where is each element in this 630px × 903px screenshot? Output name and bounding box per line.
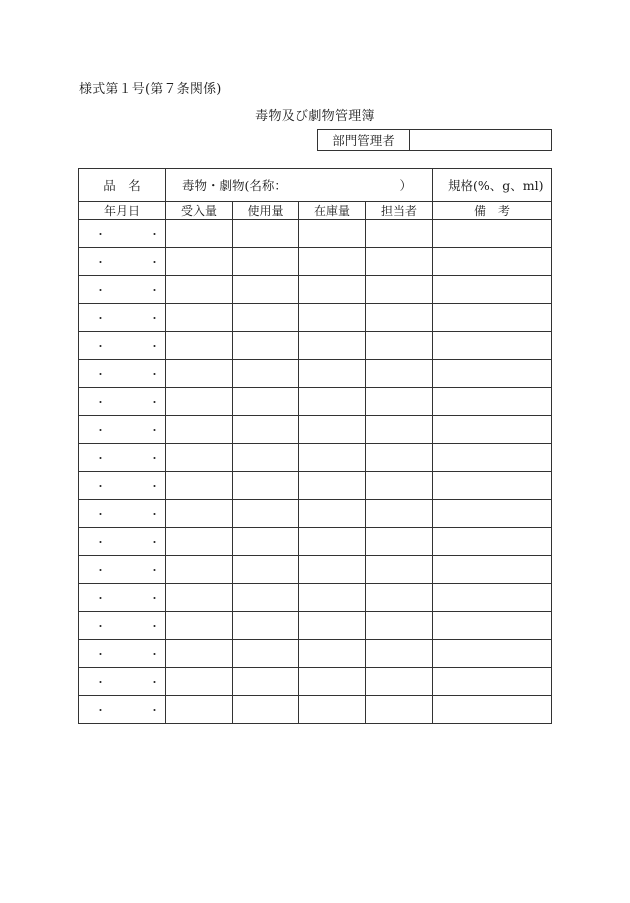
cell-date[interactable] xyxy=(79,472,176,500)
table-row xyxy=(79,444,552,472)
cell-date[interactable] xyxy=(79,612,176,640)
cell-person[interactable] xyxy=(366,500,433,528)
cell-person[interactable] xyxy=(366,332,433,360)
table-row xyxy=(79,584,552,612)
cell-used[interactable] xyxy=(233,668,299,696)
cell-used[interactable] xyxy=(233,556,299,584)
cell-remarks[interactable] xyxy=(433,332,552,360)
cell-remarks[interactable] xyxy=(433,304,552,332)
table-row xyxy=(79,276,552,304)
cell-remarks[interactable] xyxy=(433,220,552,248)
ledger-table xyxy=(78,168,552,724)
table-row xyxy=(79,556,552,584)
table-row xyxy=(79,696,552,724)
table-row xyxy=(79,612,552,640)
cell-person[interactable] xyxy=(366,556,433,584)
cell-remarks[interactable] xyxy=(433,500,552,528)
cell-person[interactable] xyxy=(366,640,433,668)
cell-remarks[interactable] xyxy=(433,248,552,276)
poison-name-label: 毒物・劇物(名称： xyxy=(182,178,287,193)
column-header-stock: 在庫量 xyxy=(299,202,366,220)
cell-stock[interactable] xyxy=(299,556,366,584)
date-placeholder: ・ ・ xyxy=(95,647,176,661)
date-placeholder: ・ ・ xyxy=(95,227,176,241)
cell-remarks[interactable] xyxy=(433,584,552,612)
column-header-date: 年月日 xyxy=(79,202,166,220)
date-placeholder: ・ ・ xyxy=(95,619,176,633)
cell-stock[interactable] xyxy=(299,248,366,276)
cell-used[interactable] xyxy=(233,640,299,668)
cell-date[interactable] xyxy=(79,304,176,332)
cell-date[interactable] xyxy=(79,584,176,612)
document-title: 毒物及び劇物管理簿 xyxy=(255,109,375,124)
date-placeholder: ・ ・ xyxy=(95,395,176,409)
cell-date[interactable] xyxy=(79,416,176,444)
cell-person[interactable] xyxy=(366,388,433,416)
cell-remarks[interactable] xyxy=(433,444,552,472)
cell-person[interactable] xyxy=(366,276,433,304)
date-placeholder: ・ ・ xyxy=(95,479,176,493)
column-header-remarks: 備 考 xyxy=(433,202,552,220)
cell-stock[interactable] xyxy=(299,696,366,724)
date-placeholder: ・ ・ xyxy=(95,507,176,521)
table-row xyxy=(79,500,552,528)
cell-remarks[interactable] xyxy=(433,556,552,584)
column-header-received: 受入量 xyxy=(166,202,233,220)
dept-manager-box xyxy=(317,129,552,151)
date-placeholder: ・ ・ xyxy=(95,311,176,325)
cell-stock[interactable] xyxy=(299,444,366,472)
cell-remarks[interactable] xyxy=(433,612,552,640)
cell-used[interactable] xyxy=(233,248,299,276)
table-row xyxy=(79,332,552,360)
table-row xyxy=(79,360,552,388)
cell-used[interactable] xyxy=(233,528,299,556)
table-row xyxy=(79,472,552,500)
cell-stock[interactable] xyxy=(299,500,366,528)
cell-stock[interactable] xyxy=(299,640,366,668)
date-placeholder: ・ ・ xyxy=(95,339,176,353)
cell-person[interactable] xyxy=(366,612,433,640)
date-placeholder: ・ ・ xyxy=(95,451,176,465)
table-row xyxy=(79,220,552,248)
cell-date[interactable] xyxy=(79,220,176,248)
date-placeholder: ・ ・ xyxy=(95,423,176,437)
cell-stock[interactable] xyxy=(299,332,366,360)
cell-date[interactable] xyxy=(79,668,176,696)
cell-stock[interactable] xyxy=(299,528,366,556)
date-placeholder: ・ ・ xyxy=(95,675,176,689)
cell-date[interactable] xyxy=(79,360,176,388)
table-row xyxy=(79,416,552,444)
form-number-label: 様式第１号(第７条関係) xyxy=(79,82,222,97)
cell-date[interactable] xyxy=(79,332,176,360)
cell-stock[interactable] xyxy=(299,472,366,500)
cell-stock[interactable] xyxy=(299,388,366,416)
date-placeholder: ・ ・ xyxy=(95,591,176,605)
cell-used[interactable] xyxy=(233,584,299,612)
cell-stock[interactable] xyxy=(299,304,366,332)
table-row xyxy=(79,388,552,416)
cell-remarks[interactable] xyxy=(433,388,552,416)
cell-person[interactable] xyxy=(366,528,433,556)
item-name-label: 品 名 xyxy=(79,169,166,202)
cell-person[interactable] xyxy=(366,444,433,472)
header-row-item xyxy=(79,169,552,202)
cell-stock[interactable] xyxy=(299,416,366,444)
cell-date[interactable] xyxy=(79,248,176,276)
cell-date[interactable] xyxy=(79,500,176,528)
cell-used[interactable] xyxy=(233,332,299,360)
poison-name-close: ） xyxy=(399,178,413,193)
poison-name-field[interactable] xyxy=(166,169,433,202)
dept-manager-field[interactable] xyxy=(410,130,552,151)
cell-used[interactable] xyxy=(233,444,299,472)
cell-person[interactable] xyxy=(366,360,433,388)
date-placeholder: ・ ・ xyxy=(95,367,176,381)
cell-used[interactable] xyxy=(233,500,299,528)
cell-date[interactable] xyxy=(79,556,176,584)
table-row xyxy=(79,248,552,276)
date-placeholder: ・ ・ xyxy=(95,535,176,549)
cell-person[interactable] xyxy=(366,472,433,500)
cell-person[interactable] xyxy=(366,584,433,612)
column-header-person: 担当者 xyxy=(366,202,433,220)
cell-remarks[interactable] xyxy=(433,528,552,556)
table-row xyxy=(79,668,552,696)
cell-remarks[interactable] xyxy=(433,276,552,304)
cell-date[interactable] xyxy=(79,388,176,416)
cell-used[interactable] xyxy=(233,388,299,416)
cell-used[interactable] xyxy=(233,696,299,724)
cell-date[interactable] xyxy=(79,640,176,668)
cell-person[interactable] xyxy=(366,304,433,332)
cell-used[interactable] xyxy=(233,276,299,304)
cell-used[interactable] xyxy=(233,360,299,388)
cell-used[interactable] xyxy=(233,304,299,332)
cell-person[interactable] xyxy=(366,220,433,248)
spec-label[interactable]: 規格(%、g、ml) xyxy=(433,169,552,202)
date-placeholder: ・ ・ xyxy=(95,703,176,717)
date-placeholder: ・ ・ xyxy=(95,283,176,297)
cell-remarks[interactable] xyxy=(433,668,552,696)
cell-date[interactable] xyxy=(79,528,176,556)
date-placeholder: ・ ・ xyxy=(95,563,176,577)
cell-date[interactable] xyxy=(79,696,176,724)
date-placeholder: ・ ・ xyxy=(95,255,176,269)
cell-person[interactable] xyxy=(366,416,433,444)
dept-manager-label: 部門管理者 xyxy=(318,130,410,151)
table-row xyxy=(79,640,552,668)
cell-used[interactable] xyxy=(233,612,299,640)
cell-used[interactable] xyxy=(233,416,299,444)
cell-used[interactable] xyxy=(233,220,299,248)
cell-person[interactable] xyxy=(366,668,433,696)
cell-remarks[interactable] xyxy=(433,416,552,444)
cell-stock[interactable] xyxy=(299,220,366,248)
column-header-row xyxy=(79,202,552,220)
cell-used[interactable] xyxy=(233,472,299,500)
cell-remarks[interactable] xyxy=(433,640,552,668)
table-row xyxy=(79,528,552,556)
cell-remarks[interactable] xyxy=(433,472,552,500)
table-row xyxy=(79,304,552,332)
column-header-used: 使用量 xyxy=(233,202,299,220)
cell-stock[interactable] xyxy=(299,612,366,640)
cell-date[interactable] xyxy=(79,276,176,304)
cell-stock[interactable] xyxy=(299,668,366,696)
cell-person[interactable] xyxy=(366,696,433,724)
cell-remarks[interactable] xyxy=(433,360,552,388)
cell-stock[interactable] xyxy=(299,360,366,388)
cell-remarks[interactable] xyxy=(433,696,552,724)
cell-stock[interactable] xyxy=(299,276,366,304)
cell-date[interactable] xyxy=(79,444,176,472)
cell-stock[interactable] xyxy=(299,584,366,612)
cell-person[interactable] xyxy=(366,248,433,276)
